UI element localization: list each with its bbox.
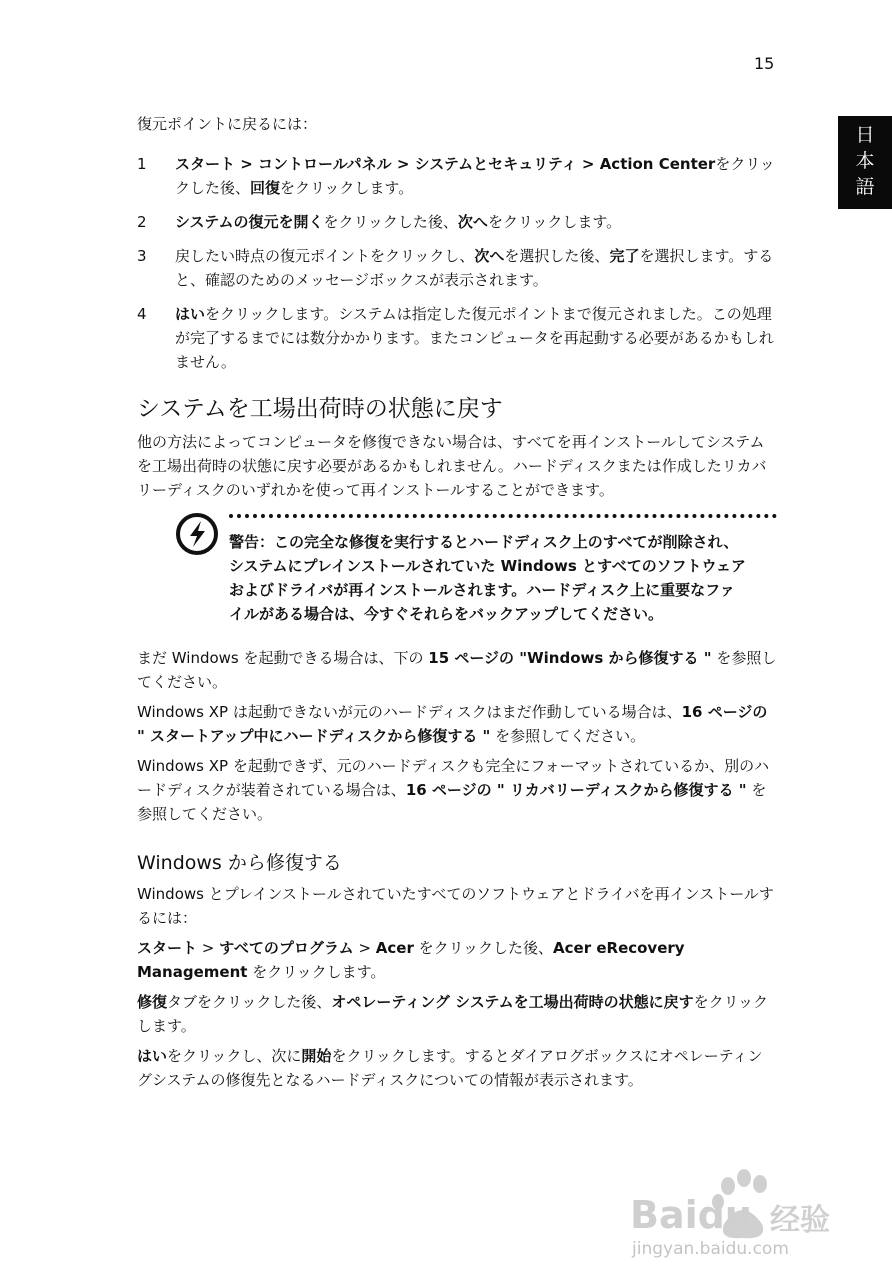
- instruction-paragraph: [137, 1044, 777, 1092]
- bold-text-run: はい: [175, 305, 206, 323]
- language-tab-char: 日: [855, 124, 875, 146]
- text-run: をクリックし、次に: [167, 1047, 302, 1065]
- step-text: [175, 152, 777, 200]
- instruction-paragraph: [137, 882, 777, 930]
- text-run: を参照してください。: [137, 781, 767, 823]
- watermark-url: jingyan.baidu.com: [632, 1239, 789, 1259]
- text-run: をクリックします。: [137, 993, 769, 1035]
- instruction-paragraph: [137, 990, 777, 1038]
- text-run: >: [197, 939, 220, 957]
- page-content: [137, 112, 777, 1098]
- language-tab: [838, 116, 892, 209]
- warning-box: [137, 514, 777, 626]
- text-run: を選択した後、: [504, 247, 610, 265]
- text-run: Windows とプレインストールされていたすべてのソフトウェアとドライバを再インストールするには：: [137, 885, 774, 927]
- step-text: [175, 302, 777, 374]
- step-item: [137, 302, 777, 374]
- step-text: [175, 210, 777, 234]
- section-paragraph: 他の方法によってコンピュータを修復できない場合は、すべてを再インストールしてシステムを工場出荷時の状態に戻す必要があるかもしれません。ハードディスクまたは作成したリカバリーディスクのいずれかを使って再インストールすることができます。: [137, 433, 767, 499]
- instruction-paragraph: [137, 936, 777, 984]
- text-run: をクリックした後、: [323, 213, 458, 231]
- language-tab-char: 本: [855, 150, 875, 172]
- reference-paragraph: [137, 754, 777, 826]
- step-item: [137, 244, 777, 292]
- step-text: [175, 244, 777, 292]
- bold-text-run: スタート > コントロールパネル > システムとセキュリティ > Action Center: [175, 155, 716, 173]
- bold-text-run: 16 ページの " スタートアップ中にハードディスクから修復する ": [137, 703, 768, 745]
- bold-text-run: オペレーティング システムを工場出荷時の状態に戻す: [331, 993, 694, 1011]
- reference-paragraph: [137, 700, 777, 748]
- bold-text-run: 回復: [250, 179, 281, 197]
- bold-text-run: すべてのプログラム: [219, 939, 354, 957]
- bold-text-run: はい: [137, 1047, 168, 1065]
- bold-text-run: スタート: [137, 939, 198, 957]
- bold-text-run: 15 ページの "Windows から修復する ": [428, 649, 712, 667]
- section-heading: システムを工場出荷時の状態に戻す: [137, 396, 503, 422]
- text-run: >: [353, 939, 376, 957]
- step-item: [137, 152, 777, 200]
- text-run: をクリックした後、: [413, 939, 554, 957]
- subsection-heading: Windows から修復する: [137, 852, 342, 874]
- bold-text-run: システムの復元を開く: [175, 213, 324, 231]
- watermark-suffix: 经验: [770, 1203, 830, 1238]
- bold-text-run: 開始: [301, 1047, 332, 1065]
- step-number: 2: [137, 213, 147, 231]
- text-run: タブをクリックした後、: [167, 993, 332, 1011]
- language-tab-char: 語: [855, 176, 875, 198]
- bold-text-run: 完了: [609, 247, 640, 265]
- warning-icon: [175, 512, 219, 556]
- reference-paragraph: [137, 646, 777, 694]
- page-number: 15: [754, 54, 775, 73]
- warning-text: 警告：この完全な修復を実行するとハードディスク上のすべてが削除され、システムにプレインストールされていた Windows とすべてのソフトウェアおよびドライバが再インストールされます。ハードディスク上に重要なファイルがある場合は、今すぐそれらをバックアップしてください。: [229, 533, 746, 623]
- step-number: 3: [137, 247, 147, 265]
- text-run: をクリックします。: [280, 179, 414, 197]
- step-number: 1: [137, 155, 147, 173]
- step-item: [137, 210, 777, 234]
- text-run: 戻したい時点の復元ポイントをクリックし、: [175, 247, 475, 265]
- text-run: をクリックします。システムは指定した復元ポイントまで復元されました。この処理が完了するまでには数分かかります。またコンピュータを再起動する必要があるかもしれません。: [175, 305, 774, 371]
- text-run: をクリックします。: [487, 213, 622, 231]
- bold-text-run: 修復: [137, 993, 168, 1011]
- bold-text-run: Acer eRecovery Management: [137, 939, 685, 981]
- text-run: を選択します。すると、確認のためのメッセージボックスが表示されます。: [175, 247, 774, 289]
- warning-divider: [229, 514, 777, 518]
- text-run: を参照してください。: [490, 727, 646, 745]
- step-number: 4: [137, 305, 147, 323]
- baidu-watermark-logo: [620, 1150, 850, 1260]
- watermark-brand: Baidu: [630, 1193, 752, 1237]
- text-run: まだ Windows を起動できる場合は、下の: [137, 649, 429, 667]
- bold-text-run: 16 ページの " リカバリーディスクから修復する ": [405, 781, 747, 799]
- text-run: Windows XP は起動できないが元のハードディスクはまだ作動している場合は、: [137, 703, 682, 721]
- bold-text-run: Acer: [375, 939, 414, 957]
- text-run: をクリックします。: [247, 963, 386, 981]
- text-run: Windows XP を起動できず、元のハードディスクも完全にフォーマットされているか、別のハードディスクが装着されている場合は、: [137, 757, 770, 799]
- intro-text: 復元ポイントに戻るには：: [137, 115, 318, 133]
- bold-text-run: 次へ: [474, 247, 505, 265]
- steps-list: [137, 152, 777, 374]
- text-run: をクリックします。するとダイアログボックスにオペレーティングシステムの修復先となるハードディスクについての情報が表示されます。: [137, 1047, 763, 1089]
- bold-text-run: 次へ: [457, 213, 488, 231]
- text-run: をクリックした後、: [175, 155, 775, 197]
- text-run: を参照してください。: [137, 649, 777, 691]
